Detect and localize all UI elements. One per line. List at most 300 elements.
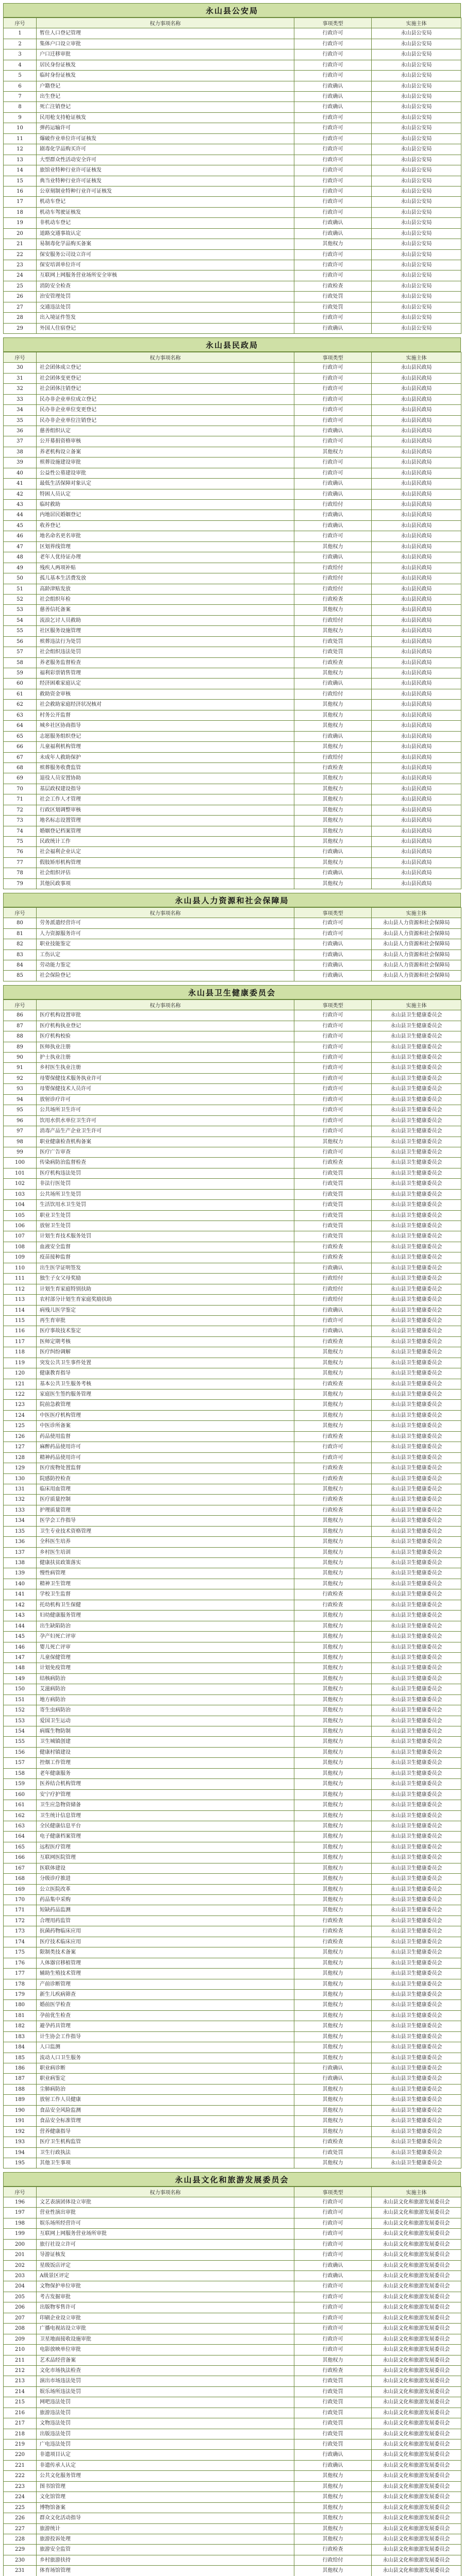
row-department: 永山县文化和旅游发展委员会: [372, 2239, 461, 2249]
row-item-name: 工伤认定: [37, 950, 294, 960]
row-department: 永山县民政局: [372, 489, 461, 499]
row-department: 永山县卫生健康委员会: [372, 1463, 461, 1473]
row-number: 66: [4, 742, 37, 752]
row-number: 50: [4, 573, 37, 584]
row-item-type: 行政确认: [294, 2074, 372, 2084]
row-item-type: 其他权力: [294, 1842, 372, 1852]
row-number: 44: [4, 510, 37, 520]
row-item-name: 广播电视站设立审批: [37, 2324, 294, 2334]
row-number: 27: [4, 302, 37, 312]
header-type: 事项类型: [294, 907, 372, 918]
row-item-name: 考古发掘审批: [37, 2292, 294, 2302]
row-item-name: 健康扶贫政策落实: [37, 1558, 294, 1568]
row-department: 永山县卫生健康委员会: [372, 2137, 461, 2147]
row-number: 51: [4, 584, 37, 594]
row-item-type: 行政许可: [294, 2281, 372, 2292]
row-number: 204: [4, 2281, 37, 2292]
row-department: 永山县文化和旅游发展委员会: [372, 2313, 461, 2323]
row-department: 永山县公安局: [372, 49, 461, 60]
table-row: [4, 1663, 461, 1673]
table-row: [4, 1516, 461, 1526]
row-item-name: 孤儿基本生活费发放: [37, 573, 294, 584]
row-item-name: 消毒产品生产企业卫生许可: [37, 1126, 294, 1137]
table-row: [4, 762, 461, 773]
table-row: [4, 1126, 461, 1137]
row-department: 永山县卫生健康委员会: [372, 1326, 461, 1336]
row-number: 73: [4, 816, 37, 826]
row-item-name: 未成年人救助保护: [37, 752, 294, 762]
row-number: 69: [4, 773, 37, 784]
row-item-name: 公开募捐资格审核: [37, 436, 294, 447]
row-item-type: 行政确认: [294, 510, 372, 520]
row-number: 104: [4, 1200, 37, 1210]
row-number: 178: [4, 1979, 37, 1989]
row-department: 永山县卫生健康委员会: [372, 1568, 461, 1579]
row-department: 永山县卫生健康委员会: [372, 1263, 461, 1273]
row-item-name: 劳务派遣经营许可: [37, 918, 294, 928]
row-department: 永山县文化和旅游发展委员会: [372, 2439, 461, 2450]
table-row: [4, 384, 461, 394]
row-item-type: 其他权力: [294, 1484, 372, 1494]
row-number: 68: [4, 762, 37, 773]
table-row: [4, 752, 461, 762]
row-item-name: 精神卫生管理: [37, 1579, 294, 1589]
row-department: 永山县文化和旅游发展委员会: [372, 2365, 461, 2376]
table-row: [4, 1905, 461, 1916]
row-number: 131: [4, 1484, 37, 1494]
power-table: [3, 18, 461, 334]
row-number: 72: [4, 805, 37, 815]
row-item-type: 行政给付: [294, 752, 372, 762]
row-item-name: 养老机构设立备案: [37, 447, 294, 457]
row-number: 48: [4, 552, 37, 563]
row-item-name: 护士执业注册: [37, 1053, 294, 1063]
row-item-type: 其他权力: [294, 1568, 372, 1579]
row-item-type: 行政许可: [294, 71, 372, 81]
row-number: 120: [4, 1368, 37, 1379]
table-row: [4, 1336, 461, 1347]
row-department: 永山县文化和旅游发展委员会: [372, 2534, 461, 2544]
row-item-name: 医疗质量控制: [37, 1495, 294, 1505]
row-number: 14: [4, 165, 37, 176]
row-item-name: 出版物零售许可: [37, 2302, 294, 2313]
row-number: 185: [4, 2053, 37, 2063]
row-item-type: 其他权力: [294, 1558, 372, 1568]
table-row: [4, 857, 461, 868]
table-row: [4, 1652, 461, 1663]
table-row: [4, 1084, 461, 1094]
table-row: [4, 1053, 461, 1063]
row-department: 永山县文化和旅游发展委员会: [372, 2250, 461, 2260]
row-item-type: 行政检查: [294, 1463, 372, 1473]
header-dept: 实施主体: [372, 999, 461, 1010]
row-item-name: 民办非企业单位成立登记: [37, 394, 294, 404]
table-row: [4, 2555, 461, 2565]
row-item-name: 计划免疫管理: [37, 1663, 294, 1673]
table-row: [4, 2481, 461, 2492]
row-department: 永山县民政局: [372, 837, 461, 847]
row-item-type: 其他权力: [294, 2084, 372, 2094]
row-department: 永山县卫生健康委员会: [372, 1947, 461, 1958]
row-item-type: 行政处罚: [294, 1189, 372, 1199]
row-number: 154: [4, 1726, 37, 1737]
row-item-name: 收养登记: [37, 520, 294, 531]
row-number: 54: [4, 615, 37, 625]
table-row: [4, 2105, 461, 2115]
row-item-type: 其他权力: [294, 826, 372, 836]
row-item-type: 其他权力: [294, 2126, 372, 2137]
row-number: 138: [4, 1558, 37, 1568]
row-department: 永山县卫生健康委员会: [372, 1347, 461, 1358]
row-item-name: 消防安全检查: [37, 281, 294, 291]
row-item-name: 全民健康信息平台: [37, 1821, 294, 1831]
row-department: 永山县卫生健康委员会: [372, 2063, 461, 2074]
table-row: [4, 2074, 461, 2084]
row-department: 永山县人力资源和社会保障局: [372, 939, 461, 950]
row-item-name: 地方病防治: [37, 1694, 294, 1705]
row-item-type: 行政许可: [294, 2324, 372, 2334]
row-item-name: 产前诊断管理: [37, 1979, 294, 1989]
row-department: 永山县文化和旅游发展委员会: [372, 2471, 461, 2481]
row-department: 永山县卫生健康委员会: [372, 1579, 461, 1589]
row-item-type: 其他权力: [294, 805, 372, 815]
row-department: 永山县民政局: [372, 552, 461, 563]
row-number: 46: [4, 531, 37, 541]
row-item-name: 文物保护单位审批: [37, 2281, 294, 2292]
row-department: 永山县公安局: [372, 144, 461, 155]
row-item-name: 公立医院改革: [37, 1884, 294, 1894]
row-department: 永山县卫生健康委员会: [372, 1137, 461, 1147]
row-department: 永山县卫生健康委员会: [372, 1336, 461, 1347]
department-title: 永山县文化和旅游发展委员会: [3, 2172, 461, 2187]
row-department: 永山县民政局: [372, 794, 461, 805]
row-item-name: 卫生专业技术资格管理: [37, 1526, 294, 1536]
table-row: [4, 489, 461, 499]
table-row: [4, 405, 461, 415]
row-item-type: 其他权力: [294, 1694, 372, 1705]
row-item-type: 其他权力: [294, 1874, 372, 1884]
row-item-name: 卫星地面接收设施审批: [37, 2334, 294, 2344]
table-row: [4, 436, 461, 447]
table-row: [4, 1789, 461, 1800]
row-department: 永山县文化和旅游发展委员会: [372, 2566, 461, 2576]
table-row: [4, 918, 461, 928]
row-item-name: 医疗机构校验: [37, 1031, 294, 1042]
row-department: 永山县民政局: [372, 636, 461, 647]
row-department: 永山县民政局: [372, 826, 461, 836]
table-row: [4, 394, 461, 404]
row-number: 124: [4, 1410, 37, 1420]
row-item-name: 救助资金审核: [37, 689, 294, 699]
row-item-name: 图书馆管理: [37, 2481, 294, 2492]
row-item-name: 非法行医处罚: [37, 1179, 294, 1189]
table-row: [4, 1473, 461, 1484]
row-department: 永山县公安局: [372, 218, 461, 228]
table-row: [4, 1010, 461, 1021]
row-item-name: 特困人员认定: [37, 489, 294, 499]
table-row: [4, 1031, 461, 1042]
row-item-name: 分级诊疗推进: [37, 1874, 294, 1884]
row-department: 永山县民政局: [372, 520, 461, 531]
table-row: [4, 1063, 461, 1073]
row-department: 永山县卫生健康委员会: [372, 1684, 461, 1694]
row-item-type: 其他权力: [294, 1832, 372, 1842]
row-number: 195: [4, 2158, 37, 2168]
row-number: 30: [4, 363, 37, 373]
row-item-name: 非机动车登记: [37, 218, 294, 228]
row-item-name: 再生育审批: [37, 1315, 294, 1326]
row-department: 永山县卫生健康委员会: [372, 1421, 461, 1431]
row-item-name: 保安服务公司设立许可: [37, 249, 294, 260]
row-department: 永山县卫生健康委员会: [372, 2010, 461, 2021]
row-item-type: 行政检查: [294, 1252, 372, 1263]
row-number: 164: [4, 1832, 37, 1842]
table-row: [4, 584, 461, 594]
row-number: 163: [4, 1821, 37, 1831]
table-row: [4, 2345, 461, 2355]
row-item-type: 其他权力: [294, 1137, 372, 1147]
table-row: [4, 468, 461, 478]
table-row: [4, 1042, 461, 1052]
row-number: 175: [4, 1947, 37, 1958]
row-item-type: 行政给付: [294, 615, 372, 625]
table-row: [4, 112, 461, 123]
row-item-name: 学校卫生监督: [37, 1589, 294, 1600]
table-row: [4, 2010, 461, 2021]
row-item-name: 旅游安全监管: [37, 2545, 294, 2555]
row-item-type: 行政确认: [294, 81, 372, 91]
table-row: [4, 2292, 461, 2302]
row-number: 57: [4, 647, 37, 657]
row-item-name: 旅游统计: [37, 2523, 294, 2534]
table-row: [4, 2408, 461, 2418]
row-item-type: 其他权力: [294, 2000, 372, 2010]
table-row: [4, 1400, 461, 1410]
row-item-name: 卫生统计信息管理: [37, 1810, 294, 1821]
table-row: [4, 971, 461, 981]
table-row: [4, 1274, 461, 1284]
row-item-type: 行政许可: [294, 112, 372, 123]
row-department: 永山县公安局: [372, 197, 461, 207]
table-row: [4, 1779, 461, 1789]
table-row: [4, 1305, 461, 1315]
table-row: [4, 2365, 461, 2376]
table-row: [4, 2523, 461, 2534]
row-number: 211: [4, 2355, 37, 2365]
row-item-type: 行政许可: [294, 1094, 372, 1105]
row-department: 永山县民政局: [372, 805, 461, 815]
power-table: [3, 352, 461, 889]
table-header-row: [4, 352, 461, 362]
header-type: 事项类型: [294, 2187, 372, 2197]
row-item-type: 其他权力: [294, 2566, 372, 2576]
row-number: 108: [4, 1242, 37, 1252]
row-number: 224: [4, 2492, 37, 2502]
row-item-name: 爆破作业单位许可证核发: [37, 133, 294, 144]
row-number: 93: [4, 1084, 37, 1094]
row-department: 永山县文化和旅游发展委员会: [372, 2502, 461, 2513]
row-item-name: 弹药运输许可: [37, 123, 294, 133]
row-item-name: 残疾人两项补贴: [37, 563, 294, 573]
table-row: [4, 710, 461, 720]
department-section: [3, 2172, 461, 2576]
row-item-name: 艺术品经营备案: [37, 2355, 294, 2365]
row-number: 88: [4, 1031, 37, 1042]
row-number: 180: [4, 2000, 37, 2010]
row-number: 74: [4, 826, 37, 836]
row-number: 97: [4, 1126, 37, 1137]
row-number: 105: [4, 1210, 37, 1221]
table-row: [4, 144, 461, 155]
table-row: [4, 1284, 461, 1294]
row-item-name: 医疗废物处置监督: [37, 1463, 294, 1473]
table-row: [4, 373, 461, 383]
row-item-name: 社会保险登记: [37, 971, 294, 981]
row-department: 永山县卫生健康委员会: [372, 1158, 461, 1168]
row-item-type: 行政许可: [294, 1063, 372, 1073]
row-department: 永山县人力资源和社会保障局: [372, 960, 461, 971]
row-item-name: 假肢矫形机构管理: [37, 857, 294, 868]
row-number: 2: [4, 39, 37, 49]
row-item-name: 限制类技术备案: [37, 1947, 294, 1958]
row-item-type: 行政处罚: [294, 1210, 372, 1221]
row-department: 永山县文化和旅游发展委员会: [372, 2376, 461, 2386]
row-number: 59: [4, 668, 37, 679]
row-number: 165: [4, 1842, 37, 1852]
row-department: 永山县民政局: [372, 679, 461, 689]
row-department: 永山县民政局: [372, 415, 461, 426]
table-row: [4, 1632, 461, 1642]
row-item-type: 行政确认: [294, 520, 372, 531]
row-item-type: 其他权力: [294, 1905, 372, 1916]
row-item-name: 远程医疗管理: [37, 1842, 294, 1852]
row-item-type: 其他权力: [294, 1389, 372, 1400]
row-item-type: 行政确认: [294, 950, 372, 960]
row-department: 永山县卫生健康委员会: [372, 1547, 461, 1557]
row-item-name: 合理用药监管: [37, 1916, 294, 1926]
table-row: [4, 563, 461, 573]
row-item-type: 行政处罚: [294, 2439, 372, 2450]
row-department: 永山县文化和旅游发展委员会: [372, 2334, 461, 2344]
row-number: 83: [4, 950, 37, 960]
row-item-type: 行政检查: [294, 1600, 372, 1610]
row-number: 23: [4, 260, 37, 270]
row-department: 永山县文化和旅游发展委员会: [372, 2418, 461, 2429]
row-item-name: 印刷企业设立审批: [37, 2313, 294, 2323]
power-table: [3, 999, 461, 2169]
table-row: [4, 2197, 461, 2207]
row-item-type: 行政许可: [294, 2208, 372, 2218]
table-row: [4, 689, 461, 699]
row-number: 223: [4, 2481, 37, 2492]
row-item-type: 行政许可: [294, 2218, 372, 2228]
table-row: [4, 1895, 461, 1905]
row-department: 永山县卫生健康委员会: [372, 1431, 461, 1442]
row-item-name: 临时身份证核发: [37, 71, 294, 81]
row-item-type: 行政给付: [294, 689, 372, 699]
row-item-name: 药品集中采购: [37, 1895, 294, 1905]
row-number: 133: [4, 1505, 37, 1515]
row-item-type: 行政许可: [294, 415, 372, 426]
row-item-type: 行政许可: [294, 2313, 372, 2323]
row-item-type: 行政确认: [294, 479, 372, 489]
row-department: 永山县公安局: [372, 249, 461, 260]
row-item-name: 职业健康检查机构备案: [37, 1137, 294, 1147]
row-item-name: 机动车驾驶证核发: [37, 207, 294, 217]
table-row: [4, 1916, 461, 1926]
table-row: [4, 123, 461, 133]
row-number: 229: [4, 2545, 37, 2555]
row-department: 永山县卫生健康委员会: [372, 1495, 461, 1505]
row-item-type: 行政确认: [294, 731, 372, 741]
row-department: 永山县卫生健康委员会: [372, 1716, 461, 1726]
row-number: 227: [4, 2523, 37, 2534]
row-number: 20: [4, 228, 37, 239]
row-item-type: 行政许可: [294, 2239, 372, 2249]
row-item-name: 公共场所卫生许可: [37, 1105, 294, 1115]
row-department: 永山县公安局: [372, 270, 461, 281]
row-item-type: 其他权力: [294, 1726, 372, 1737]
row-item-name: 寄生虫病防治: [37, 1705, 294, 1716]
header-type: 事项类型: [294, 352, 372, 362]
row-number: 169: [4, 1884, 37, 1894]
row-number: 98: [4, 1137, 37, 1147]
row-item-name: 计划生育技术服务处罚: [37, 1231, 294, 1242]
row-department: 永山县卫生健康委员会: [372, 1484, 461, 1494]
row-item-name: 医养结合机构管理: [37, 1779, 294, 1789]
row-item-name: 新生儿疾病筛查: [37, 1989, 294, 1999]
table-row: [4, 1800, 461, 1810]
table-row: [4, 773, 461, 784]
department-section: [3, 3, 461, 334]
row-department: 永山县卫生健康委员会: [372, 1589, 461, 1600]
row-number: 7: [4, 92, 37, 102]
row-item-name: 公共文化服务管理: [37, 2471, 294, 2481]
table-row: [4, 928, 461, 939]
power-table: [3, 2187, 461, 2576]
row-item-type: 行政确认: [294, 2450, 372, 2460]
row-item-type: 行政检查: [294, 762, 372, 773]
row-department: 永山县公安局: [372, 133, 461, 144]
row-item-type: 行政确认: [294, 552, 372, 563]
row-item-name: 安宁疗护管理: [37, 1789, 294, 1800]
row-department: 永山县卫生健康委员会: [372, 1516, 461, 1526]
department-title: 永山县人力资源和社会保障局: [3, 893, 461, 907]
row-number: 134: [4, 1516, 37, 1526]
row-department: 永山县卫生健康委员会: [372, 1979, 461, 1989]
table-row: [4, 1842, 461, 1852]
row-number: 10: [4, 123, 37, 133]
table-row: [4, 1221, 461, 1231]
row-item-name: 放射诊疗许可: [37, 1094, 294, 1105]
row-item-name: 控烟工作管理: [37, 1758, 294, 1768]
row-number: 231: [4, 2566, 37, 2576]
row-item-name: 社会团体注销登记: [37, 384, 294, 394]
table-row: [4, 626, 461, 636]
row-item-type: 行政许可: [294, 1042, 372, 1052]
row-item-name: 治安管理处罚: [37, 292, 294, 302]
row-item-type: 其他权力: [294, 2031, 372, 2042]
row-department: 永山县卫生健康委员会: [372, 2042, 461, 2053]
row-item-type: 其他权力: [294, 1989, 372, 1999]
row-number: 33: [4, 394, 37, 404]
row-department: 永山县文化和旅游发展委员会: [372, 2513, 461, 2523]
row-item-type: 行政许可: [294, 197, 372, 207]
row-number: 8: [4, 102, 37, 112]
row-item-type: 其他权力: [294, 1410, 372, 1420]
row-department: 永山县民政局: [372, 710, 461, 720]
row-number: 80: [4, 918, 37, 928]
